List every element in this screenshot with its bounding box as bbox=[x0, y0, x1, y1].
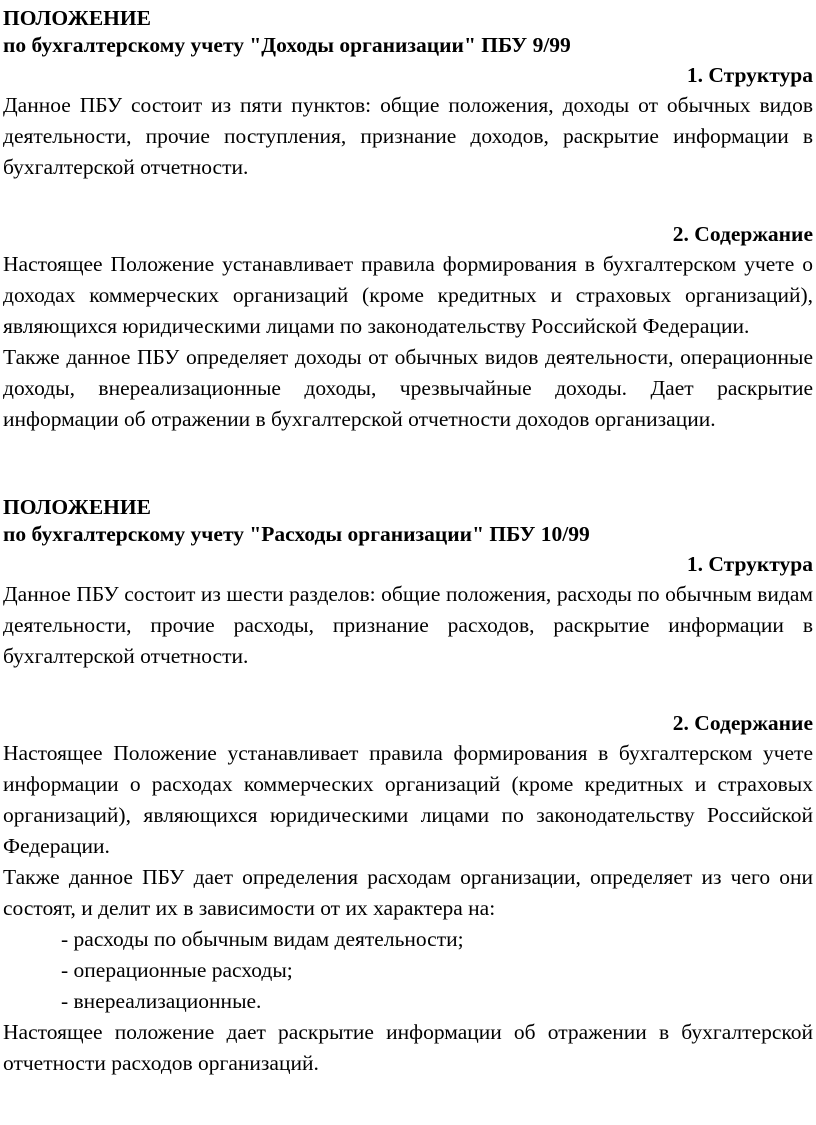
content-paragraph: Также данное ПБУ дает определения расходам организации, определяет из чего они состоят, и делит их в зависимости от их характера на: bbox=[3, 865, 813, 920]
content-paragraph: Также данное ПБУ определяет доходы от обычных видов деятельности, операционные доходы, внереализационные доходы, чрезвычайные доходы. Дает раскрытие информации об отражении в бухгалтерской отчетности доходов организации. bbox=[3, 345, 813, 431]
doc-income bbox=[3, 6, 813, 435]
doc-title: ПОЛОЖЕНИЕ bbox=[3, 495, 151, 519]
section-heading-content: 2. Содержание bbox=[672, 711, 813, 735]
spacer bbox=[3, 435, 813, 495]
structure-text: Данное ПБУ состоит из шести разделов: общие положения, расходы по обычным видам деятельности, прочие расходы, признание расходов, раскрытие информации в бухгалтерской отчетности. bbox=[3, 582, 813, 668]
spacer bbox=[3, 183, 813, 219]
list-item: - внереализационные. bbox=[61, 989, 262, 1013]
section-heading-content: 2. Содержание bbox=[672, 222, 813, 246]
content-paragraph: Настоящее Положение устанавливает правила формирования в бухгалтерском учете информации о расходах коммерческих организаций (кроме кредитных и страховых организаций), являющихся юридическими лицами по законодательству Российской Федерации. bbox=[3, 741, 813, 858]
doc-expenses bbox=[3, 495, 813, 1079]
structure-text: Данное ПБУ состоит из пяти пунктов: общие положения, доходы от обычных видов деятельности, прочие поступления, признание доходов, раскрытие информации в бухгалтерской отчетности. bbox=[3, 93, 813, 179]
content-paragraph: Настоящее положение дает раскрытие информации об отражении в бухгалтерской отчетности расходов организаций. bbox=[3, 1020, 813, 1075]
section-heading-structure: 1. Структура bbox=[686, 63, 813, 87]
list-item: - операционные расходы; bbox=[61, 958, 293, 982]
list-item: - расходы по обычным видам деятельности; bbox=[61, 927, 464, 951]
section-heading-structure: 1. Структура bbox=[686, 552, 813, 576]
spacer bbox=[3, 672, 813, 708]
content-paragraph: Настоящее Положение устанавливает правила формирования в бухгалтерском учете о доходах коммерческих организаций (кроме кредитных и страховых организаций), являющихся юридическими лицами по законодательству Российской Федерации. bbox=[3, 252, 813, 338]
expense-types-list bbox=[3, 924, 813, 1017]
doc-title: ПОЛОЖЕНИЕ bbox=[3, 6, 151, 30]
doc-subtitle: по бухгалтерскому учету "Расходы организации" ПБУ 10/99 bbox=[3, 522, 590, 546]
doc-subtitle: по бухгалтерскому учету "Доходы организации" ПБУ 9/99 bbox=[3, 33, 571, 57]
